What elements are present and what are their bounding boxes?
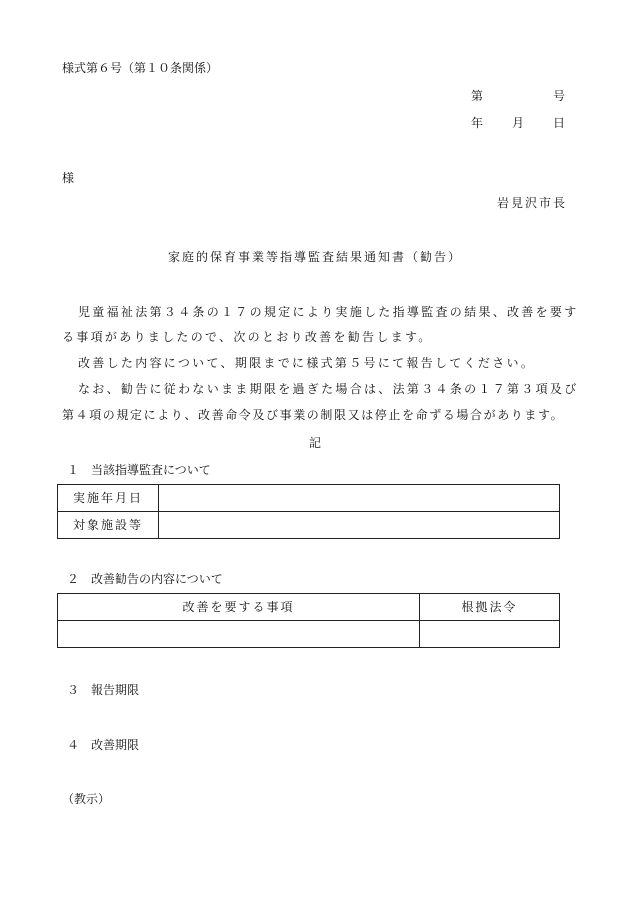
- section2-heading: ２ 改善勧告の内容について: [67, 572, 223, 586]
- body-p1-line2: る事項がありましたので、次のとおり改善を勧告します。: [62, 330, 433, 344]
- audit-date-label: 実施年月日: [58, 485, 159, 512]
- date-month: 月: [512, 116, 525, 130]
- addressee-suffix: 様: [62, 171, 75, 185]
- doc-number-prefix: 第: [471, 89, 484, 103]
- audit-info-table: [57, 484, 560, 539]
- instruction-heading: （教示）: [62, 792, 111, 806]
- recommendation-table: [57, 593, 560, 648]
- section1-heading: １ 当該指導監査について: [67, 463, 211, 477]
- facility-value: [159, 512, 560, 539]
- document-title: 家庭的保育事業等指導監査結果通知書（勧告）: [167, 250, 462, 264]
- date-year: 年: [471, 116, 484, 130]
- doc-number-suffix: 号: [553, 89, 566, 103]
- date-day: 日: [553, 116, 566, 130]
- law-header: 根拠法令: [420, 594, 560, 621]
- form-number: 様式第６号（第１０条関係）: [62, 61, 219, 75]
- items-header: 改善を要する事項: [58, 594, 420, 621]
- law-cell: [420, 621, 560, 648]
- facility-label: 対象施設等: [58, 512, 159, 539]
- items-cell: [58, 621, 420, 648]
- ki-marker: 記: [309, 436, 322, 450]
- body-p1-line1: 児童福祉法第３４条の１７の規定により実施した指導監査の結果、改善を要す: [78, 305, 579, 319]
- audit-date-value: [159, 485, 560, 512]
- sender: 岩見沢市長: [496, 196, 567, 210]
- body-p2: 改善した内容について、期限までに様式第５号にて報告してください。: [78, 356, 536, 370]
- body-p3-line1: なお、勧告に従わないまま期限を過ぎた場合は、法第３４条の１７第３項及び: [78, 382, 579, 396]
- body-p3-line2: 第４項の規定により、改善命令及び事業の制限又は停止を命ずる場合があります。: [62, 408, 565, 422]
- section4-heading: ４ 改善期限: [67, 738, 140, 752]
- section3-heading: ３ 報告期限: [67, 683, 140, 697]
